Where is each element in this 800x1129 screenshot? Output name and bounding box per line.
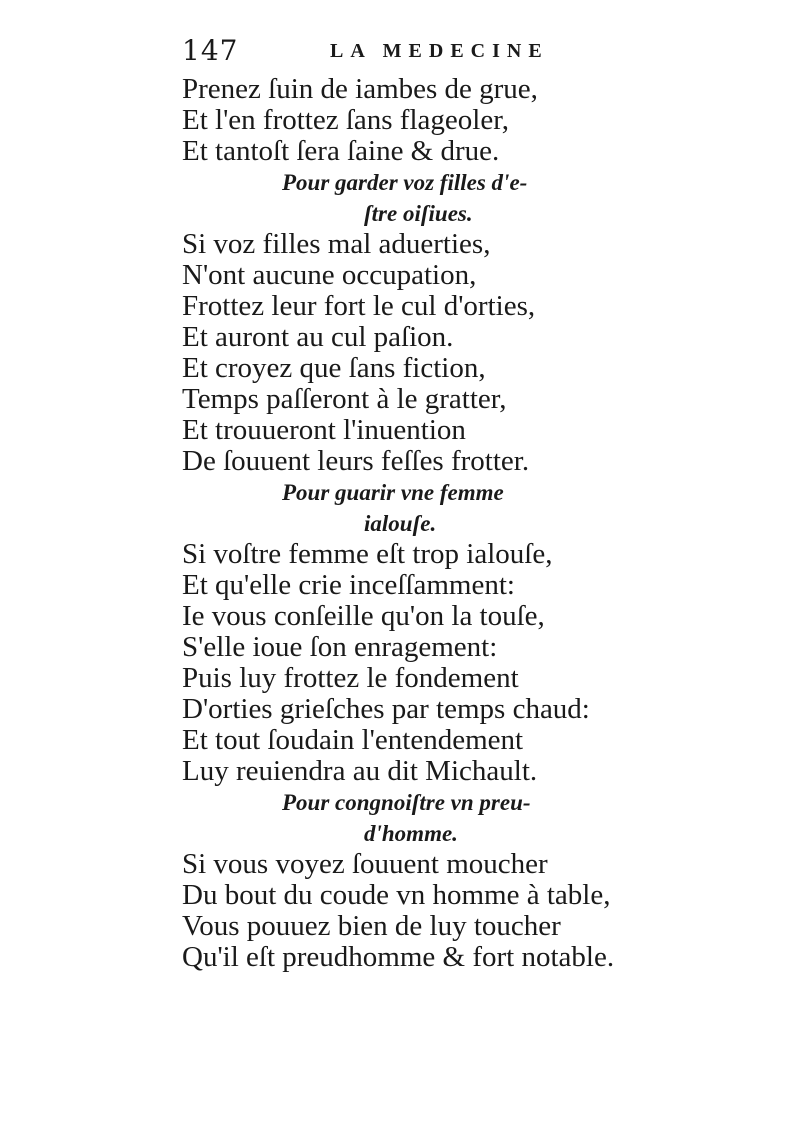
section-heading: Pour garder voz filles d'e- [282,170,528,195]
verse-line: Ie vous conſeille qu'on la touſe, [182,600,545,632]
verse-line: Si voſtre femme eſt trop ialouſe, [182,538,553,570]
page-number: 147 [182,34,239,67]
verse-line: Et auront au cul paſion. [182,321,454,353]
verse-line: D'orties grieſches par temps chaud: [182,693,590,725]
section-heading: d'homme. [364,821,458,846]
poem-text [182,74,652,973]
verse-line: Vous pouuez bien de luy toucher [182,910,561,942]
verse-line: Et qu'elle crie inceſſamment: [182,569,515,601]
section-heading: ialouſe. [364,511,437,536]
verse-line: Prenez ſuin de iambes de grue, [182,73,538,105]
stanza [182,167,652,477]
verse-line: De ſouuent leurs feſſes frotter. [182,445,530,477]
section-heading: ſtre oiſiues. [364,201,473,226]
verse-line: Luy reuiendra au dit Michault. [182,755,538,787]
verse-line: Si vous voyez ſouuent moucher [182,848,548,880]
stanza [182,787,652,973]
section-heading: Pour congnoiſtre vn preu- [282,790,531,815]
verse-line: Qu'il eſt preudhomme & fort notable. [182,941,615,973]
verse-line: Et tout ſoudain l'entendement [182,724,524,756]
verse-line: Et trouueront l'inuention [182,414,466,446]
verse-line: Si voz filles mal aduerties, [182,228,491,260]
verse-line: Et croyez que ſans fiction, [182,352,486,384]
verse-line: Frottez leur fort le cul d'orties, [182,290,536,322]
verse-line: Puis luy frottez le fondement [182,662,519,694]
verse-line: N'ont aucune occupation, [182,259,477,291]
verse-line: Et l'en frottez ſans flageoler, [182,104,509,136]
running-head: LA MEDECINE [330,40,549,62]
section-heading: Pour guarir vne femme [282,480,504,505]
verse-line: Temps paſſeront à le gratter, [182,383,507,415]
stanza [182,477,652,787]
verse-line: Du bout du coude vn homme à table, [182,879,611,911]
stanza [182,74,652,167]
verse-line: S'elle ioue ſon enragement: [182,631,498,663]
page-header [182,34,572,70]
verse-line: Et tantoſt ſera ſaine & drue. [182,135,500,167]
